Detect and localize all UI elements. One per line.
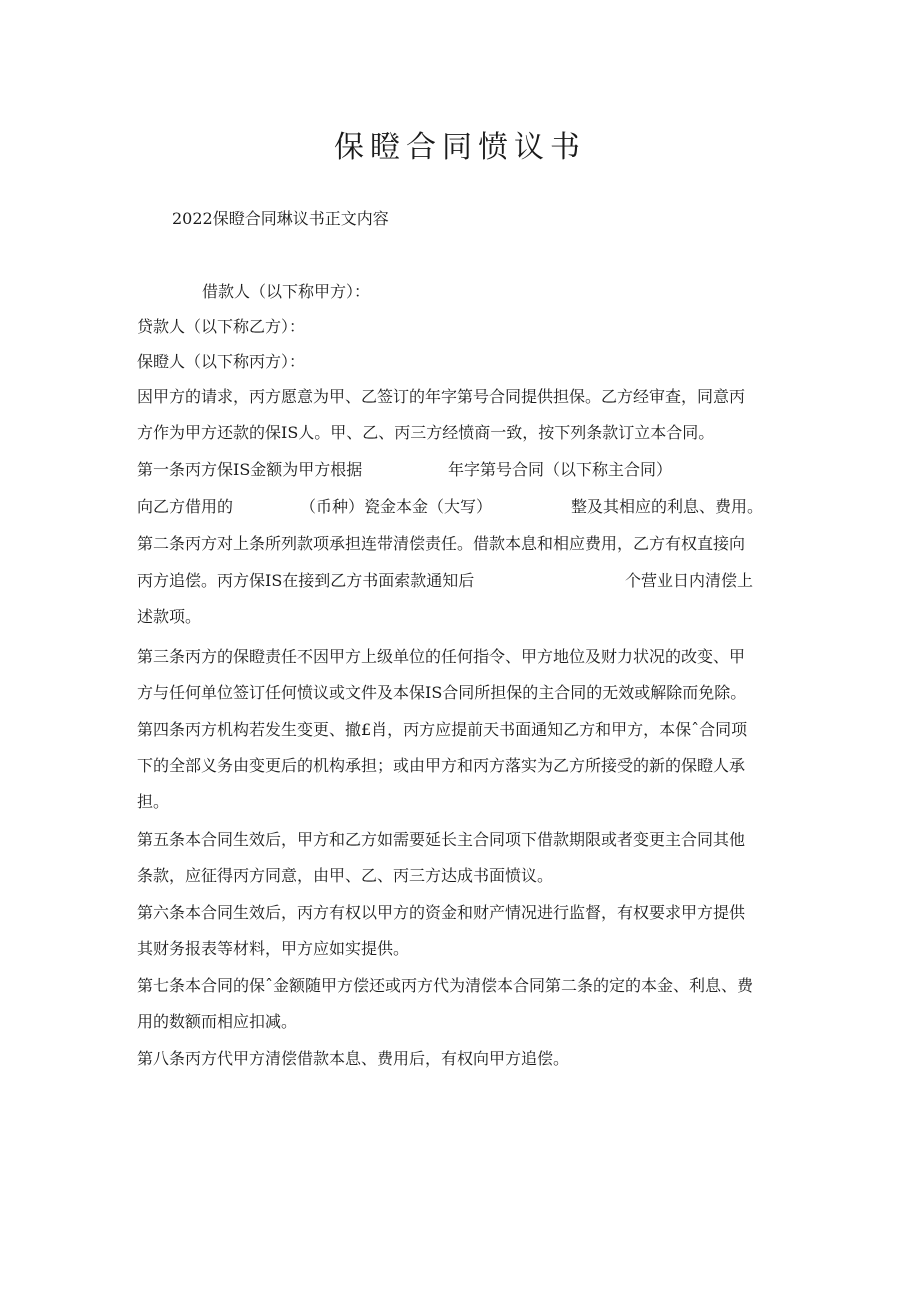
party-c-line: 保瞪人（以下称丙方）： (137, 352, 306, 371)
article-8-line-1: 第八条丙方代甲方清偿借款本息、费用后，有权向甲方追偿。 (137, 1049, 570, 1068)
article-3-line-1: 第三条丙方的保瞪责任不因甲方上级单位的任何指令、甲方地位及财力状况的改变、甲 (137, 647, 746, 666)
article-4-line-2: 下的全部义务由变更后的机构承担；或由甲方和丙方落实为乙方所接受的新的保瞪人承 (137, 756, 746, 775)
article-3-line-2: 方与任何单位签订任何愤议或文件及本保IS合同所担保的主合同的无效或解除而免除。 (137, 683, 747, 702)
article-7-line-2: 用的数额而相应扣减。 (137, 1012, 298, 1031)
party-b-line: 贷款人（以下称乙方）： (137, 317, 306, 336)
article-7-line-1: 第七条本合同的保ˆ金额随甲方偿还或丙方代为清偿本合同第二条的定的本金、利息、费 (137, 976, 754, 995)
article-2-text-b: 个营业日内清偿上 (625, 571, 754, 590)
article-4-line-3: 担。 (137, 792, 170, 811)
intro-line-1: 因甲方的请求，丙方愿意为甲、乙签订的年字第号合同提供担保。乙方经审查，同意丙 (137, 387, 746, 406)
article-6-line-1: 第六条本合同生效后，丙方有权以甲方的资金和财产情况进行监督，有权要求甲方提供 (137, 903, 746, 922)
article-2-text-a: 丙方追偿。丙方保IS在接到乙方书面索款通知后 (137, 571, 475, 590)
article-1-text-e: 整及其相应的利息、费用。 (571, 497, 764, 516)
article-1-text-d: （币种）瓷金本金（大写） (300, 497, 493, 516)
intro-line-2: 方作为甲方还款的保IS人。甲、乙、丙三方经愤商一致，按下列条款订立本合同。 (137, 423, 715, 442)
article-1-text-a: 第一条丙方保IS金额为甲方根据 (137, 460, 363, 479)
article-5-line-1: 第五条本合同生效后，甲方和乙方如需要延长主合同项下借款期限或者变更主合同其他 (137, 830, 746, 849)
article-2-line-1: 第二条丙方对上条所列款项承担连带清偿责任。借款本息和相应费用，乙方有权直接向 (137, 534, 746, 553)
article-1-line-1 (137, 457, 837, 483)
article-1-text-c: 向乙方借用的 (137, 497, 234, 516)
article-2-line-3: 述款项。 (137, 607, 202, 626)
article-1-line-2 (137, 494, 837, 520)
article-2-line-2 (137, 568, 837, 594)
document-subtitle: 2022保瞪合同琳议书正文内容 (172, 209, 389, 228)
article-5-line-2: 条款，应征得丙方同意，由甲、乙、丙三方达成书面愤议。 (137, 866, 554, 885)
article-6-line-2: 其财务报表等材料，甲方应如实提供。 (137, 939, 410, 958)
article-4-line-1: 第四条丙方机构若发生变更、撤£肖，丙方应提前天书面通知乙方和甲方，本保ˆ合同项 (137, 720, 748, 739)
article-1-text-b: 年字第号合同（以下称主合同） (448, 460, 673, 479)
document-title: 保瞪合同愤议书 (334, 130, 586, 165)
party-a-line: 借款人（以下称甲方）： (202, 282, 371, 301)
